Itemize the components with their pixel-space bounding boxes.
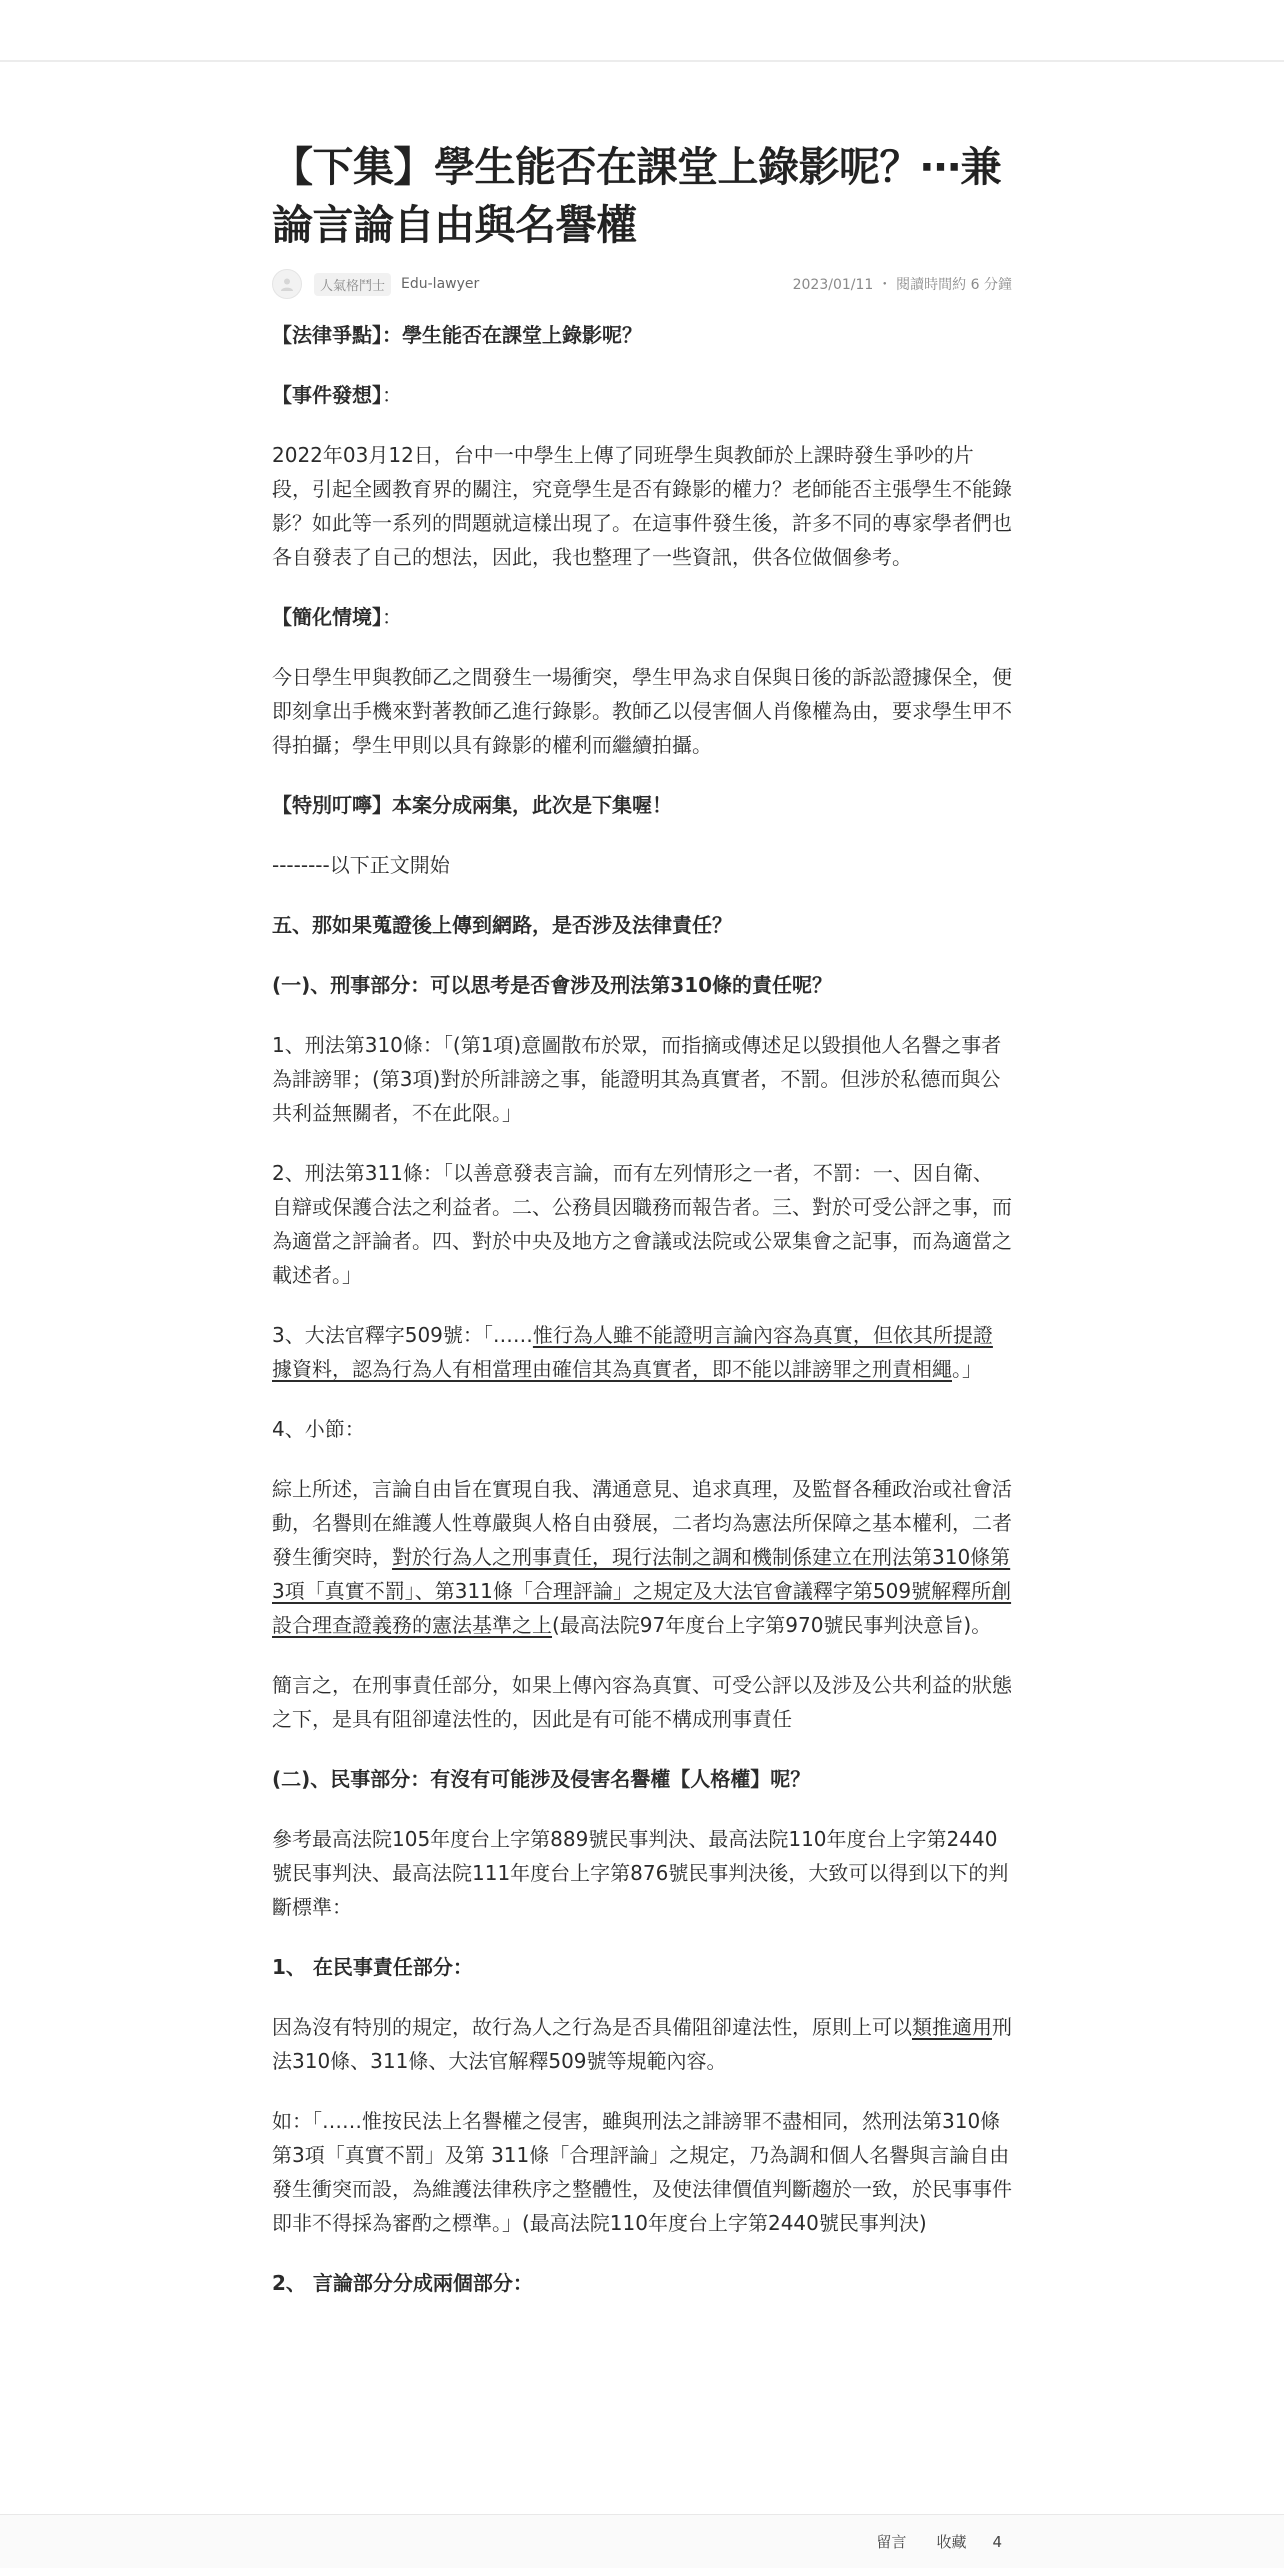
paragraph-text: 3、大法官釋字509號：「…… [272,1323,533,1347]
article [272,138,1012,2326]
article-paragraph [272,968,1012,1002]
article-paragraph [272,1668,1012,1736]
article-paragraph [272,600,1012,634]
article-paragraph [272,438,1012,574]
paragraph-text: 因為沒有特別的規定，故行為人之行為是否具備阻卻違法性，原則上可以 [272,2015,912,2039]
publish-date-read-time: 2023/01/11 ・ 閱讀時間約 6 分鐘 [792,277,1012,293]
article-paragraph [272,1412,1012,1446]
paragraph-text: (二)、民事部分：有沒有可能涉及侵害名譽權【人格權】呢？ [272,1767,811,1791]
underlined-text: 類推適用 [912,2015,992,2039]
user-icon [279,276,295,292]
paragraph-text: 五、那如果蒐證後上傳到網路，是否涉及法律責任？ [272,913,732,937]
top-navigation-bar [0,0,1284,62]
paragraph-text: (最高法院97年度台上字第970號民事判決意旨)。 [552,1613,992,1637]
article-paragraph [272,318,1012,352]
paragraph-text: 4、小節： [272,1417,365,1441]
paragraph-text: 2022年03月12日，台中一中學生上傳了同班學生與教師於上課時發生爭吵的片段，引起全國教育界的關注，究竟學生是否有錄影的權力？老師能否主張學生不能錄影？如此等一系列的問題就這樣出現了。在這事件發生後，許多不同的專家學者們也各自發表了自己的想法，因此，我也整理了一些資訊，供各位做個參考。 [272,443,1012,569]
comment-button[interactable]: 留言 [876,2533,907,2551]
author-badge: 人氣格鬥士 [314,273,391,296]
article-paragraph [272,1156,1012,1292]
paragraph-text: 參考最高法院105年度台上字第889號民事判決、最高法院110年度台上字第2440號民事判決、最高法院111年度台上字第876號民事判決後，大致可以得到以下的判斷標準： [272,1827,1009,1919]
article-paragraph [272,2010,1012,2078]
paragraph-text: 2、 言論部分分成兩個部分： [272,2271,533,2295]
bottom-action-bar [0,2514,1284,2568]
article-paragraph [272,1318,1012,1386]
paragraph-text: 如：「……惟按民法上名譽權之侵害，雖與刑法之誹謗罪不盡相同，然刑法第310條第3項「真實不罰」及第 311條「合理評論」之規定，乃為調和個人名譽與言論自由發生衝突而設，為維護法律秩序之整體性，及使法律價值判斷趨於一致，於民事事件即非不得採為審酌之標準。」(最高法院110年度台上字第2440號民事判決) [272,2109,1012,2235]
paragraph-text: 綜上所述，言論自由旨在實現自我、溝通意見、追求真理，及監督各種政治或社會活動，名譽則在維護人性尊嚴與人格自由發展，二者均為憲法所保障之基本權利，二者發生衝突時， [272,1477,1012,1569]
like-count: 4 [992,2532,1002,2551]
paragraph-text: 【法律爭點】：學生能否在課堂上錄影呢？ [272,323,642,347]
article-paragraph [272,660,1012,762]
paragraph-text: ： [382,605,402,629]
paragraph-text: 2、刑法第311條：「以善意發表言論，而有左列情形之一者，不罰：一、因自衛、自辯或保護合法之利益者。二、公務員因職務而報告者。三、對於可受公評之事，而為適當之評論者。四、對於中央及地方之會議或法院或公眾集會之記事，而為適當之載述者。」 [272,1161,1012,1287]
article-paragraph [272,2266,1012,2300]
article-body [272,318,1012,2300]
article-paragraph [272,1822,1012,1924]
article-paragraph [272,2104,1012,2240]
article-meta [272,266,1012,302]
paragraph-text: 刑法310條、311條、大法官解釋509號等規範內容。 [272,2015,1012,2073]
article-paragraph [272,908,1012,942]
paragraph-text: 【簡化情境】 [272,605,382,629]
underlined-text: 對於行為人之刑事責任，現行法制之調和機制係建立在刑法第310條第3項「真實不罰」、第311條「合理評論」之規定及大法官會議釋字第509號解釋所創設合理查證義務的憲法基準之上 [272,1545,1012,1637]
article-paragraph [272,1472,1012,1642]
paragraph-text: 今日學生甲與教師乙之間發生一場衝突，學生甲為求自保與日後的訴訟證據保全，便即刻拿出手機來對著教師乙進行錄影。教師乙以侵害個人肖像權為由，要求學生甲不得拍攝；學生甲則以具有錄影的權利而繼續拍攝。 [272,665,1012,757]
author-avatar[interactable] [272,269,302,299]
paragraph-text: 【特別叮嚀】本案分成兩集，此次是下集喔！ [272,793,672,817]
paragraph-text: 簡言之，在刑事責任部分，如果上傳內容為真實、可受公評以及涉及公共利益的狀態之下，是具有阻卻違法性的，因此是有可能不構成刑事責任 [272,1673,1012,1731]
paragraph-text: 【事件發想】 [272,383,382,407]
bookmark-button[interactable]: 收藏 [936,2533,967,2551]
paragraph-text: 1、刑法第310條：「(第1項)意圖散布於眾，而指摘或傳述足以毀損他人名譽之事者為誹謗罪；(第3項)對於所誹謗之事，能證明其為真實者，不罰。但涉於私德而與公共利益無關者，不在此限。」 [272,1033,1002,1125]
author-name[interactable]: Edu-lawyer [401,276,480,292]
paragraph-text: ： [382,383,402,407]
paragraph-text: (一)、刑事部分：可以思考是否會涉及刑法第310條的責任呢？ [272,973,833,997]
article-title: 【下集】學生能否在課堂上錄影呢？⋯兼論言論自由與名譽權 [272,143,1001,249]
article-paragraph [272,1950,1012,1984]
article-paragraph [272,1028,1012,1130]
paragraph-text: 1、 在民事責任部分： [272,1955,473,1979]
article-paragraph [272,848,1012,882]
article-paragraph [272,788,1012,822]
article-paragraph [272,1762,1012,1796]
paragraph-text: --------以下正文開始 [272,853,450,877]
paragraph-text: 。」 [952,1357,982,1381]
article-paragraph [272,378,1012,412]
underlined-text: 惟行為人雖不能證明言論內容為真實，但依其所提證據資料，認為行為人有相當理由確信其為真實者，即不能以誹謗罪之刑責相繩 [272,1323,993,1381]
